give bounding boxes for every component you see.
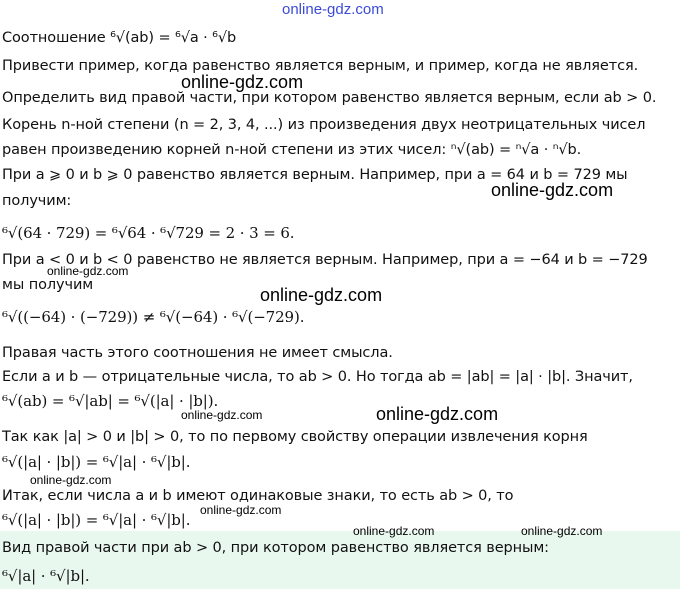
line-10: мы получим xyxy=(2,277,94,293)
watermark: online-gdz.com xyxy=(181,72,304,92)
line-12: Правая часть этого соотношения не имеет смысла. xyxy=(2,345,393,361)
line-19: Вид правой части при ab > 0, при котором равенство является верным: xyxy=(2,540,549,556)
line-9: При a < 0 и b < 0 равенство не является верным. Например, при a = −64 и b = −729 xyxy=(2,252,648,268)
line-5: равен произведению корней n-ной степени из этих чисел: ⁿ√(ab) = ⁿ√a · ⁿ√b. xyxy=(2,142,582,158)
watermark: online-gdz.com xyxy=(491,180,614,200)
watermark-top: online-gdz.com xyxy=(282,1,384,18)
line-8-formula: ⁶√(64 · 729) = ⁶√64 · ⁶√729 = 2 · 3 = 6. xyxy=(2,224,295,242)
watermark: online-gdz.com xyxy=(30,473,112,487)
watermark: online-gdz.com xyxy=(260,285,383,305)
line-1: Соотношение ⁶√(ab) = ⁶√a · ⁶√b xyxy=(2,30,237,46)
watermark: online-gdz.com xyxy=(181,408,263,422)
line-11-formula: ⁶√((−64) · (−729)) ≠ ⁶√(−64) · ⁶√(−729). xyxy=(2,308,305,326)
watermark: online-gdz.com xyxy=(200,503,282,517)
line-15: Так как |a| > 0 и |b| > 0, то по первому свойству операции извлечения корня xyxy=(2,429,588,445)
watermark: online-gdz.com xyxy=(376,404,499,424)
line-4: Корень n-ной степени (n = 2, 3, 4, ...) из произведения двух неотрицательных чисел xyxy=(2,117,646,133)
line-2: Привести пример, когда равенство является верным, и пример, когда не является. xyxy=(2,58,639,74)
line-18-formula: ⁶√(|a| · |b|) = ⁶√|a| · ⁶√|b|. xyxy=(2,511,191,529)
line-14-formula: ⁶√(ab) = ⁶√|ab| = ⁶√(|a| · |b|). xyxy=(2,392,219,410)
line-3: Определить вид правой части, при котором равенство является верным, если ab > 0. xyxy=(2,90,657,106)
line-13: Если a и b — отрицательные числа, то ab > 0. Но тогда ab = |ab| = |a| · |b|. Значит, xyxy=(2,369,633,385)
line-6: При a ⩾ 0 и b ⩾ 0 равенство является верным. Например, при a = 64 и b = 729 мы xyxy=(2,167,628,183)
line-17: Итак, если числа a и b имеют одинаковые знаки, то есть ab > 0, то xyxy=(2,488,514,504)
line-7: получим: xyxy=(2,193,72,209)
line-16-formula: ⁶√(|a| · |b|) = ⁶√|a| · ⁶√|b|. xyxy=(2,453,191,471)
line-20-formula: ⁶√|a| · ⁶√|b|. xyxy=(2,567,90,585)
watermark: online-gdz.com xyxy=(353,524,435,538)
watermark: online-gdz.com xyxy=(521,524,603,538)
watermark: online-gdz.com xyxy=(47,264,129,278)
